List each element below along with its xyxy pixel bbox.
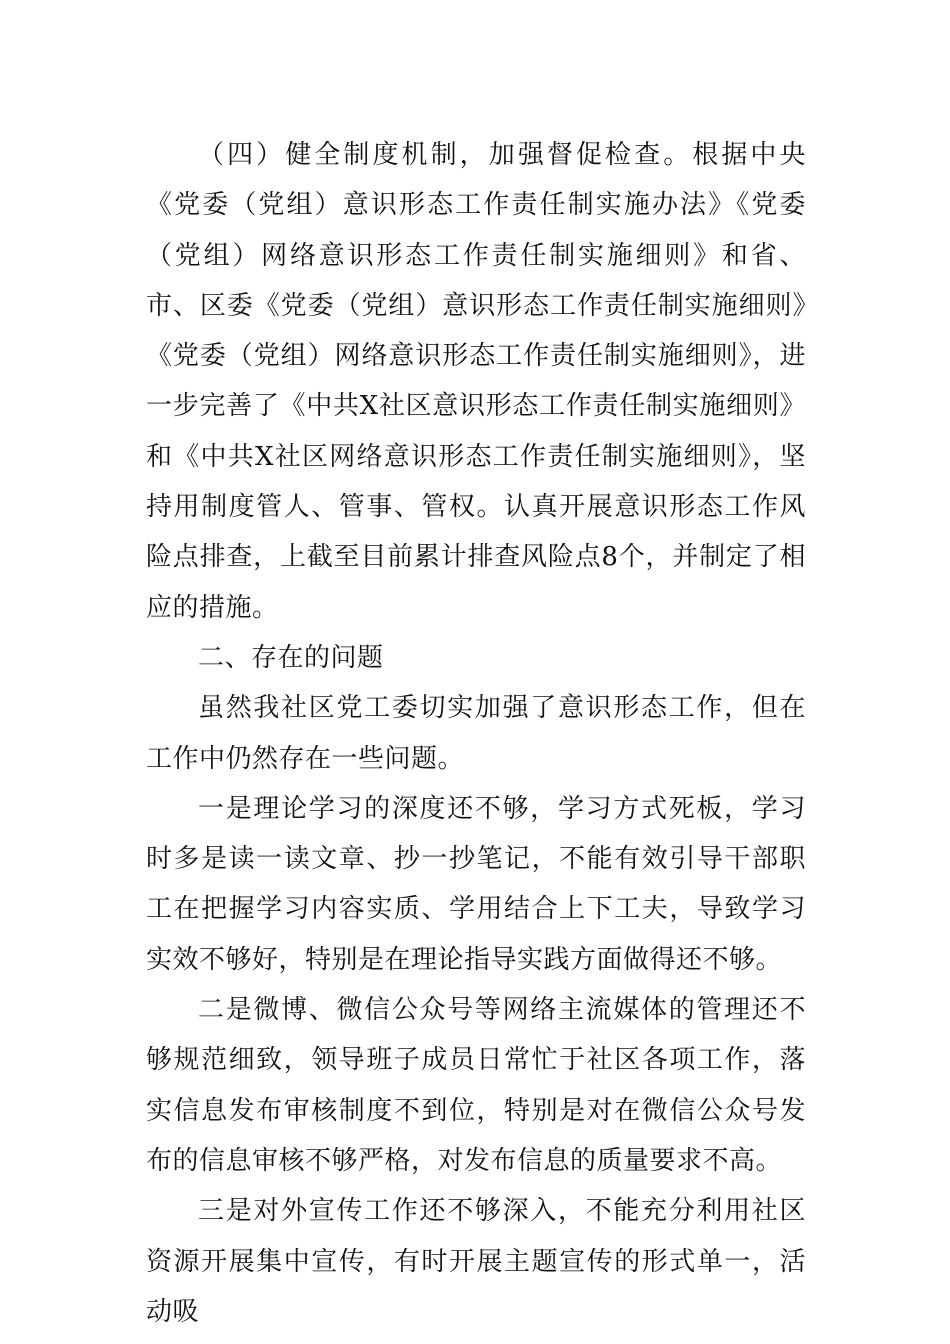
paragraph-problem-three: 三是对外宣传工作还不够深入，不能充分利用社区资源开展集中宣传，有时开展主题宣传的形式单一，活动吸 (146, 1196, 806, 1327)
paragraph-section-four: （四）健全制度机制，加强督促检查。根据中央《党委（党组）意识形态工作责任制实施办法》《党委（党组）网络意识形态工作责任制实施细则》和省、市、区委《党委（党组）意识形态工作责任制实施细则》《党委（党组）网络意识形态工作责任制实施细则》，进一步完善了《中共X社区意识形态工作责任制实施细则》和《中共X社区网络意识形态工作责任制实施细则》，坚持用制度管人、管事、管权。认真开展意识形态工作风险点排查，上截至目前累计排查风险点8个，并制定了相应的措施。 (146, 140, 806, 623)
paragraph-problem-one: 一是理论学习的深度还不够，学习方式死板，学习时多是读一读文章、抄一抄笔记，不能有效引导干部职工在把握学习内容实质、学用结合上下工夫，导致学习实效不够好，特别是在理论指导实践方面做得还不够。 (146, 793, 806, 975)
paragraph-problems-intro: 虽然我社区党工委切实加强了意识形态工作，但在工作中仍然存在一些问题。 (146, 693, 806, 774)
heading-existing-problems: 二、存在的问题 (198, 642, 384, 673)
paragraph-problem-two: 二是微博、微信公众号等网络主流媒体的管理还不够规范细致，领导班子成员日常忙于社区各项工作，落实信息发布审核制度不到位，特别是对在微信公众号发布的信息审核不够严格，对发布信息的质量要求不高。 (146, 995, 806, 1176)
document-body (146, 130, 806, 1337)
